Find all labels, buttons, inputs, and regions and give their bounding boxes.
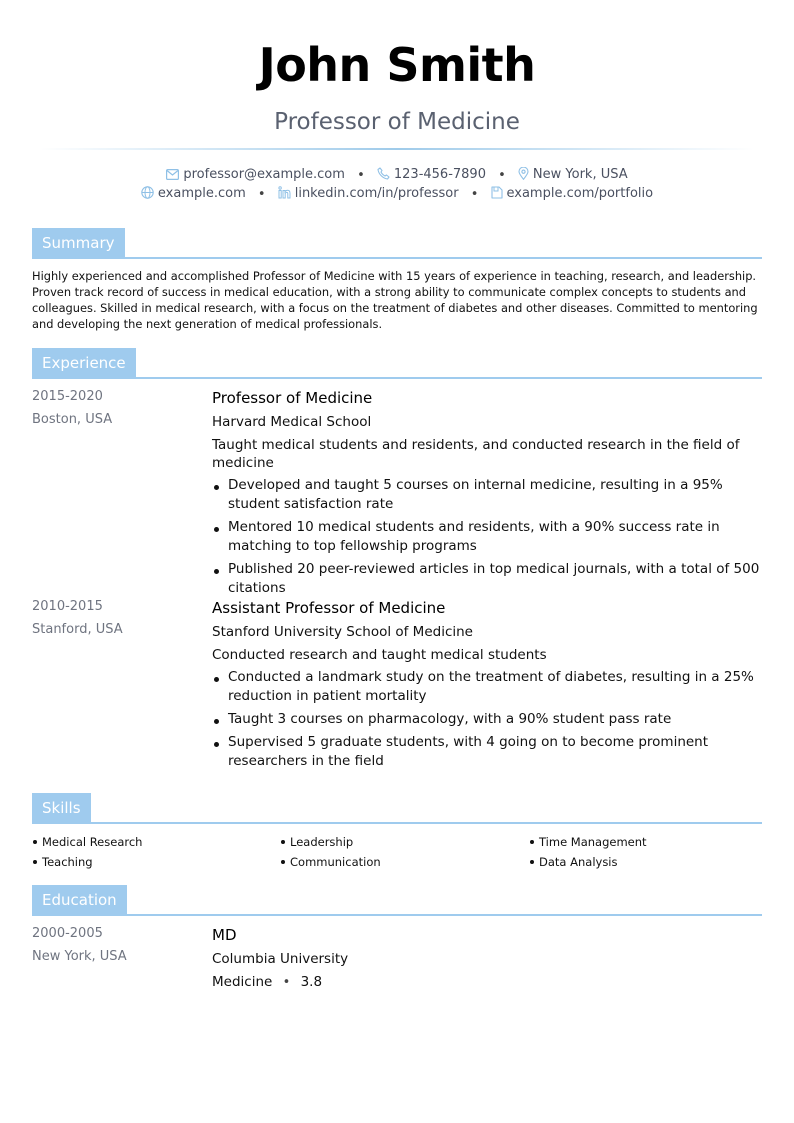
job-bullet: Taught 3 courses on pharmacology, with a 90% student pass rate bbox=[212, 710, 764, 729]
contact-website-text: example.com bbox=[157, 186, 246, 201]
contact-separator: • bbox=[357, 167, 365, 183]
job-bullet: Published 20 peer-reviewed articles in top medical journals, with a total of 500 citations bbox=[212, 560, 764, 598]
job-2-description: Conducted research and taught medical students bbox=[212, 647, 547, 663]
contact-linkedin[interactable] bbox=[278, 185, 459, 203]
job-2-title: Assistant Professor of Medicine bbox=[212, 599, 446, 617]
job-bullet: Supervised 5 graduate students, with 4 going on to become prominent researchers in the field bbox=[212, 733, 764, 771]
education-gpa: 3.8 bbox=[300, 974, 323, 990]
portfolio-icon bbox=[491, 186, 503, 199]
job-1-organization: Harvard Medical School bbox=[212, 414, 372, 430]
education-school: Columbia University bbox=[212, 951, 349, 967]
education-details bbox=[212, 973, 764, 992]
contact-website[interactable] bbox=[141, 185, 246, 203]
job-1-description: Taught medical students and residents, and conducted research in the field of medicine bbox=[212, 437, 740, 471]
job-1 bbox=[212, 388, 764, 598]
education-degree: MD bbox=[212, 926, 237, 944]
location-icon bbox=[518, 167, 529, 180]
globe-icon bbox=[141, 186, 154, 199]
job-bullet: Developed and taught 5 courses on internal medicine, resulting in a 95% student satisfaction rate bbox=[212, 476, 764, 514]
skill-item: Time Management bbox=[529, 832, 647, 852]
job-2-dates: 2010-2015 bbox=[32, 599, 103, 614]
phone-icon bbox=[377, 167, 390, 180]
education-dates: 2000-2005 bbox=[32, 926, 103, 941]
skill-item: Communication bbox=[280, 852, 381, 872]
job-2 bbox=[212, 598, 764, 771]
contact-portfolio[interactable] bbox=[491, 185, 654, 203]
contact-location bbox=[518, 166, 628, 184]
education-location: New York, USA bbox=[32, 949, 127, 964]
contact-email[interactable] bbox=[166, 166, 345, 184]
section-divider bbox=[32, 822, 762, 824]
section-divider bbox=[32, 914, 762, 916]
education-entry bbox=[212, 925, 764, 992]
job-2-bullets bbox=[212, 668, 764, 771]
job-2-organization: Stanford University School of Medicine bbox=[212, 624, 473, 640]
job-1-location: Boston, USA bbox=[32, 412, 113, 427]
section-summary-header bbox=[32, 228, 762, 260]
job-1-dates: 2015-2020 bbox=[32, 389, 103, 404]
mail-icon bbox=[166, 169, 179, 180]
job-1-bullets bbox=[212, 476, 764, 598]
skill-item: Data Analysis bbox=[529, 852, 618, 872]
section-skills-header bbox=[32, 793, 762, 825]
job-1-meta bbox=[32, 388, 112, 429]
education-field: Medicine bbox=[212, 974, 273, 990]
contact-location-text: New York, USA bbox=[532, 167, 628, 182]
header-divider bbox=[40, 148, 754, 150]
contact-line-1 bbox=[0, 166, 794, 185]
contact-separator: • bbox=[498, 167, 506, 183]
skill-item: Teaching bbox=[32, 852, 93, 872]
job-bullet: Mentored 10 medical students and residents, with a 90% success rate in matching to top fellowship programs bbox=[212, 518, 764, 556]
education-meta bbox=[32, 925, 127, 966]
skill-item: Medical Research bbox=[32, 832, 142, 852]
section-skills-title: Skills bbox=[32, 793, 91, 823]
contact-separator: • bbox=[257, 186, 266, 202]
linkedin-icon bbox=[278, 186, 291, 199]
education-separator: • bbox=[282, 975, 291, 990]
contact-separator: • bbox=[470, 186, 479, 202]
section-experience-header bbox=[32, 348, 762, 380]
contact-phone[interactable] bbox=[377, 166, 486, 184]
section-summary-title: Summary bbox=[32, 228, 125, 258]
section-education-title: Education bbox=[32, 885, 127, 915]
contact-phone-text: 123-456-7890 bbox=[393, 167, 486, 182]
section-education-header bbox=[32, 885, 762, 917]
contact-linkedin-text: linkedin.com/in/professor bbox=[294, 186, 459, 201]
job-1-title: Professor of Medicine bbox=[212, 389, 373, 407]
contact-email-text: professor@example.com bbox=[183, 167, 345, 182]
contact-line-2 bbox=[0, 185, 794, 204]
job-bullet: Conducted a landmark study on the treatment of diabetes, resulting in a 25% reduction in patient mortality bbox=[212, 668, 764, 706]
skill-item: Leadership bbox=[280, 832, 353, 852]
resume-title: Professor of Medicine bbox=[274, 109, 520, 135]
section-divider bbox=[32, 377, 762, 379]
section-experience-title: Experience bbox=[32, 348, 136, 378]
job-2-location: Stanford, USA bbox=[32, 622, 123, 637]
contact-portfolio-text: example.com/portfolio bbox=[506, 186, 654, 201]
summary-text: Highly experienced and accomplished Professor of Medicine with 15 years of experience in teaching, research, and leadership. Proven track record of success in medical education, with a strong ability to communicate complex concepts to students and colleagues. Skilled in medical research, with a focus on the treatment of diabetes and other diseases. Committed to mentoring and developing the next generation of medical professionals. bbox=[32, 269, 758, 331]
section-divider bbox=[32, 257, 762, 259]
job-2-meta bbox=[32, 598, 123, 639]
resume-name: John Smith bbox=[258, 38, 536, 92]
